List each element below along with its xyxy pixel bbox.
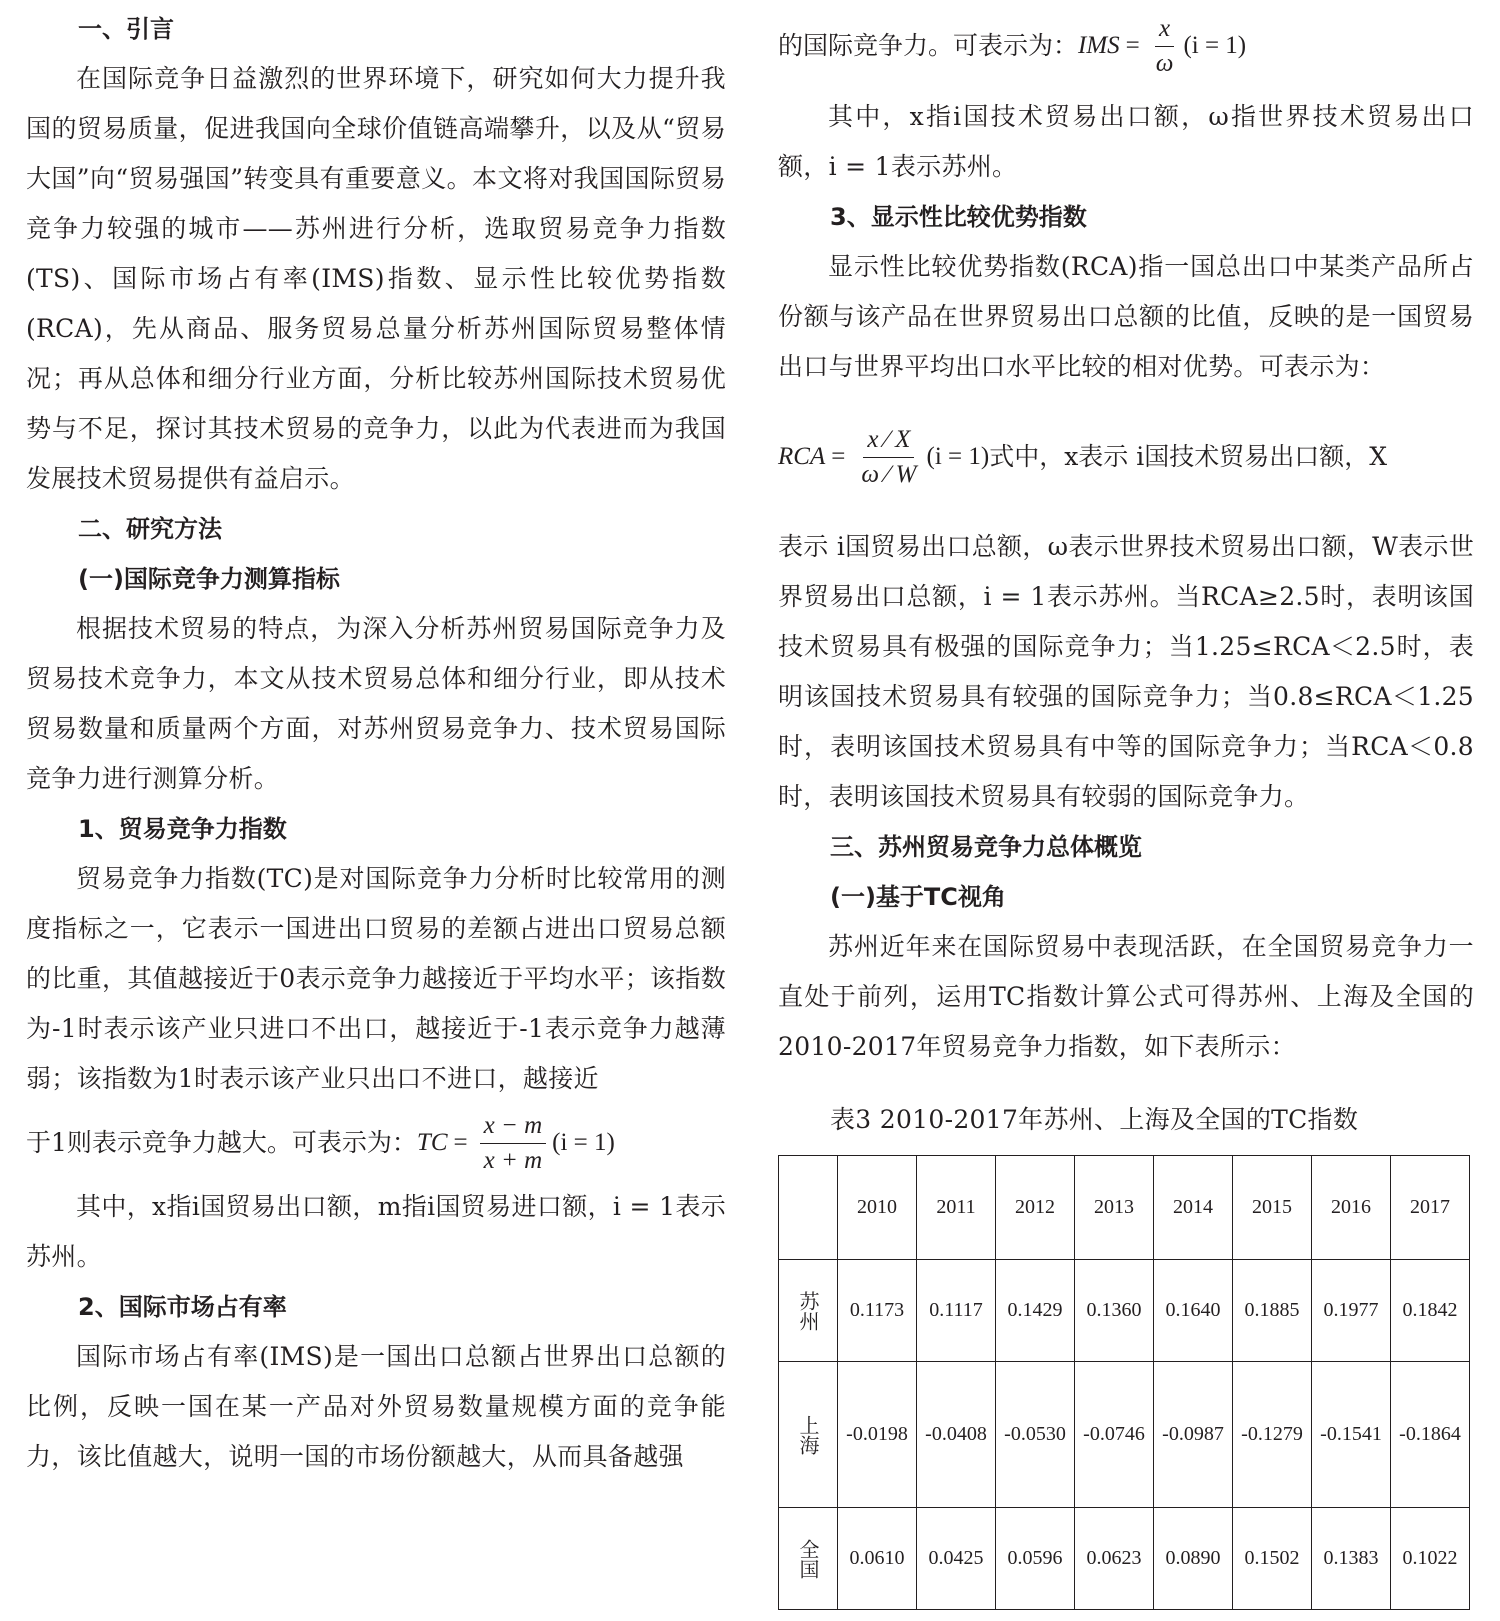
ims-paragraph: 国际市场占有率(IMS)是一国出口总额占世界出口总额的比例，反映一国在某一产品对外贸易数量规模方面的竞争能力，该比值越大，说明一国的市场份额越大，从而具备越强 [26,1342,726,1471]
rca-formula-line: RCA = $\frac{x ⁄ X}{\omega ⁄ W}$ (i = 1) 式中，x表示 i国技术贸易出口额，X [778,425,1388,488]
table-cell: 0.1977 [1312,1260,1391,1362]
year-cell: 2012 [996,1156,1075,1260]
section-heading-overview: 三、苏州贸易竞争力总体概览 [830,833,1142,861]
right-column [778,0,1474,1072]
subsection-heading-ims: 2、国际市场占有率 [78,1293,287,1321]
table-row [779,1260,1470,1362]
table-cell: -0.0987 [1154,1362,1233,1508]
ims-formula-line: 的国际竞争力。可表示为： IMS = $\frac{x}{\omega}$ (i = 1) [778,14,1247,77]
rca-formula-trailing-text: 式中，x表示 i国技术贸易出口额，X [989,442,1388,471]
year-cell: 2017 [1391,1156,1470,1260]
rca-formula-numerator: x ⁄ X [863,425,914,458]
subsection-heading-tc-view: (一)基于TC视角 [830,883,1006,911]
section-heading-intro: 一、引言 [78,15,174,43]
table-cell: 0.1117 [917,1260,996,1362]
table-row [779,1362,1470,1508]
table-cell: -0.0198 [838,1362,917,1508]
table-cell: 0.1885 [1233,1260,1312,1362]
method-paragraph: 根据技术贸易的特点，为深入分析苏州贸易国际竞争力及贸易技术竞争力，本文从技术贸易总体和细分行业，即从技术贸易数量和质量两个方面，对苏州贸易竞争力、技术贸易国际竞争力进行测算分析。 [26,614,726,793]
ims-formula-lead: 的国际竞争力。可表示为： [778,31,1079,60]
rca-variable-definition: 表示 i国贸易出口总额，ω表示世界技术贸易出口额，W表示世界贸易出口总额，i = 1表示苏州。当RCA≥2.5时，表明该国技术贸易具有极强的国际竞争力；当1.25≤RCA＜2.5时，表明该国技术贸易具有较强的国际竞争力；当0.8≤RCA＜1.25时，表明该国技术贸易具有中等的国际竞争力；当RCA＜0.8时，表明该国技术贸易具有较弱的国际竞争力。 [778,532,1474,811]
year-cell: 2015 [1233,1156,1312,1260]
year-cell: 2013 [1075,1156,1154,1260]
table-cell: -0.1279 [1233,1362,1312,1508]
rca-den-top: ω [861,460,879,488]
table-cell: 0.0623 [1075,1508,1154,1610]
table-cell: 0.1502 [1233,1508,1312,1610]
table-row [779,1508,1470,1610]
ims-formula-denominator: ω [1155,49,1174,77]
table-cell: -0.1541 [1312,1362,1391,1508]
section-heading-method: 二、研究方法 [78,515,222,543]
tc-formula-denominator: x + m [483,1146,543,1174]
tc-formula-fraction [480,1111,547,1176]
ims-formula-fraction [1152,14,1178,79]
table-cell: 0.0425 [917,1508,996,1610]
table-cell: 0.0610 [838,1508,917,1610]
tc-formula-lhs: TC [416,1129,448,1156]
row-label: 上海 [779,1362,838,1508]
table-cell: 0.1383 [1312,1508,1391,1610]
rca-formula-denominator: ω ⁄ W [861,460,917,488]
left-column [26,0,726,1482]
table-cell: 0.0596 [996,1508,1075,1610]
table-cell: -0.0530 [996,1362,1075,1508]
table-cell: -0.0408 [917,1362,996,1508]
rca-formula-lhs: RCA [778,443,826,470]
row-label: 全国 [779,1508,838,1610]
rca-paragraph: 显示性比较优势指数(RCA)指一国总出口中某类产品所占份额与该产品在世界贸易出口总额的比值，反映的是一国贸易出口与世界平均出口水平比较的相对优势。可表示为： [778,252,1474,381]
intro-paragraph: 在国际竞争日益激烈的世界环境下，研究如何大力提升我国的贸易质量，促进我国向全球价值链高端攀升，以及从“贸易大国”向“贸易强国”转变具有重要意义。本文将对我国国际贸易竞争力较强的城市——苏州进行分析，选取贸易竞争力指数(TS)、国际市场占有率(IMS)指数、显示性比较优势指数(RCA)，先从商品、服务贸易总量分析苏州国际贸易整体情况；再从总体和细分行业方面，分析比较苏州国际技术贸易优势与不足，探讨其技术贸易的竞争力，以此为代表进而为我国发展技术贸易提供有益启示。 [26,64,726,493]
overview-paragraph: 苏州近年来在国际贸易中表现活跃，在全国贸易竞争力一直处于前列，运用TC指数计算公式可得苏州、上海及全国的2010-2017年贸易竞争力指数，如下表所示： [778,932,1474,1061]
tc-variable-definition: 其中，x指i国贸易出口额，m指i国贸易进口额，i = 1表示苏州。 [26,1192,726,1271]
year-cell: 2010 [838,1156,917,1260]
row-label: 苏州 [779,1260,838,1362]
subsection-heading-rca: 3、显示性比较优势指数 [830,203,1087,231]
table-cell: 0.1640 [1154,1260,1233,1362]
table-cell: 0.1429 [996,1260,1075,1362]
tc-index-table [778,1155,1470,1610]
tc-formula-line: 于1则表示竞争力越大。可表示为： TC = $\frac{x - m}{x + m}$ (i = 1) [26,1111,615,1174]
table-caption: 表3 2010-2017年苏州、上海及全国的TC指数 [830,1105,1359,1134]
ims-formula-numerator: x [1155,14,1174,47]
rca-num-top: x [867,425,879,453]
rca-num-bottom: X [895,425,911,453]
ims-formula-lhs: IMS [1078,32,1120,59]
year-cell: 2016 [1312,1156,1391,1260]
table-cell: 0.0890 [1154,1508,1233,1610]
tc-formula-lead: 于1则表示竞争力越大。可表示为： [26,1128,417,1157]
rca-den-bottom: W [895,460,917,488]
table-header-row [779,1156,1470,1260]
table-cell: 0.1022 [1391,1508,1470,1610]
ims-variable-definition: 其中，x指i国技术贸易出口额，ω指世界技术贸易出口额，i = 1表示苏州。 [778,102,1474,181]
tc-paragraph: 贸易竞争力指数(TC)是对国际竞争力分析时比较常用的测度指标之一，它表示一国进出口贸易的差额占进出口贸易总额的比重，其值越接近于0表示竞争力越接近于平均水平；该指数为-1时表示该产业只进口不出口，越接近于-1表示竞争力越薄弱；该指数为1时表示该产业只出口不进口，越接近 [26,864,726,1093]
year-cell: 2011 [917,1156,996,1260]
ims-formula-condition: (i = 1) [1183,32,1247,59]
table-cell: -0.1864 [1391,1362,1470,1508]
tc-formula-numerator: x − m [480,1111,547,1144]
rca-formula-fraction [857,425,920,490]
tc-formula-condition: (i = 1) [552,1129,615,1156]
table-corner-cell [779,1156,838,1260]
rca-formula-condition: (i = 1) [926,443,990,470]
table-cell: 0.1173 [838,1260,917,1362]
table-cell: -0.0746 [1075,1362,1154,1508]
subsection-heading-indicators: (一)国际竞争力测算指标 [78,565,340,593]
subsection-heading-tc: 1、贸易竞争力指数 [78,815,287,843]
table-cell: 0.1360 [1075,1260,1154,1362]
table-cell: 0.1842 [1391,1260,1470,1362]
year-cell: 2014 [1154,1156,1233,1260]
